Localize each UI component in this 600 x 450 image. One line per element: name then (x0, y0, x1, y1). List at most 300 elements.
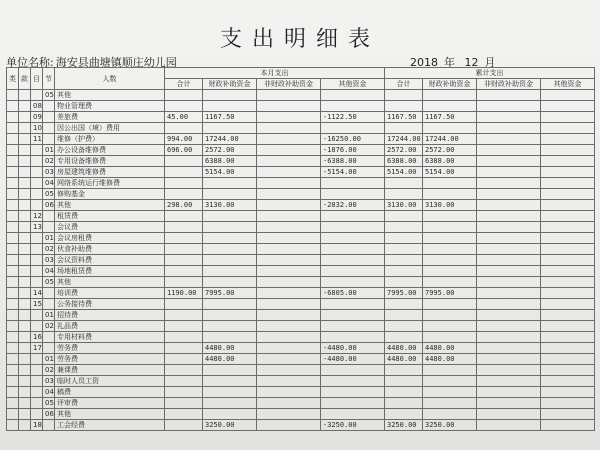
cell-kuan (19, 332, 31, 343)
cell-cum-other (541, 310, 595, 321)
cell-kuan (19, 123, 31, 134)
cell-mu (31, 321, 43, 332)
cell-month-other (321, 277, 385, 288)
cell-item-name: 房屋建筑维修费 (55, 167, 165, 178)
cell-month-other (321, 211, 385, 222)
cell-month-other (321, 233, 385, 244)
cell-month-nonfiscal (257, 112, 321, 123)
cell-cum-nonfiscal (477, 244, 541, 255)
unit-name: 海安县曲塘镇顺庄幼儿园 (55, 56, 177, 69)
cell-month-other: -1876.00 (321, 145, 385, 156)
cell-lei (7, 167, 19, 178)
cell-item-name: 差旅费 (55, 112, 165, 123)
table-row (7, 200, 595, 211)
cell-jie (43, 112, 55, 123)
cell-cum-nonfiscal (477, 277, 541, 288)
cell-cum-other (541, 299, 595, 310)
period-month-label: 月 (484, 56, 496, 69)
cell-mu (31, 200, 43, 211)
cell-mu (31, 233, 43, 244)
cell-mu (31, 354, 43, 365)
cell-month-total (165, 222, 203, 233)
cell-month-other (321, 299, 385, 310)
cell-month-other: -6805.00 (321, 288, 385, 299)
cell-cum-fiscal: 2572.00 (423, 145, 477, 156)
cell-month-total (165, 211, 203, 222)
cell-month-total: 1190.00 (165, 288, 203, 299)
cell-month-nonfiscal (257, 310, 321, 321)
cell-mu (31, 255, 43, 266)
cell-jie (43, 288, 55, 299)
cell-cum-total (385, 409, 423, 420)
cell-item-name: 专用设备维修费 (55, 156, 165, 167)
cell-cum-nonfiscal (477, 332, 541, 343)
cell-month-other: -3250.00 (321, 420, 385, 431)
cell-month-other (321, 244, 385, 255)
cell-jie: 05 (43, 277, 55, 288)
cell-cum-nonfiscal (477, 398, 541, 409)
cell-lei (7, 398, 19, 409)
cell-month-total: 298.00 (165, 200, 203, 211)
table-row (7, 321, 595, 332)
table-row (7, 244, 595, 255)
cell-mu (31, 409, 43, 420)
cell-lei (7, 112, 19, 123)
cell-item-name: 礼品费 (55, 321, 165, 332)
cell-mu (31, 398, 43, 409)
cell-lei (7, 211, 19, 222)
cell-cum-nonfiscal (477, 321, 541, 332)
cell-cum-nonfiscal (477, 376, 541, 387)
cell-cum-nonfiscal (477, 299, 541, 310)
cell-kuan (19, 288, 31, 299)
cell-month-total (165, 255, 203, 266)
cell-item-name: 工会经费 (55, 420, 165, 431)
table-row (7, 189, 595, 200)
cell-cum-total: 4480.00 (385, 343, 423, 354)
cell-item-name: 场地租赁费 (55, 266, 165, 277)
cell-month-nonfiscal (257, 189, 321, 200)
cell-kuan (19, 255, 31, 266)
cell-month-total (165, 409, 203, 420)
header-mu: 目 (31, 68, 43, 90)
table-row (7, 156, 595, 167)
cell-month-total (165, 398, 203, 409)
cell-cum-fiscal (423, 365, 477, 376)
cell-month-nonfiscal (257, 200, 321, 211)
cell-mu: 12 (31, 211, 43, 222)
cell-month-fiscal: 17244.00 (203, 134, 257, 145)
cell-month-fiscal: 2572.00 (203, 145, 257, 156)
cell-cum-total (385, 310, 423, 321)
cell-item-name: 维修（护费） (55, 134, 165, 145)
table-row (7, 178, 595, 189)
cell-lei (7, 376, 19, 387)
cell-mu (31, 167, 43, 178)
cell-mu: 09 (31, 112, 43, 123)
table-row (7, 222, 595, 233)
cell-month-other (321, 255, 385, 266)
cell-cum-total (385, 244, 423, 255)
cell-jie: 01 (43, 145, 55, 156)
cell-cum-other (541, 244, 595, 255)
cell-item-name: 修购基金 (55, 189, 165, 200)
cell-month-other: -4480.00 (321, 343, 385, 354)
cell-cum-other (541, 233, 595, 244)
cell-cum-total (385, 178, 423, 189)
cell-cum-fiscal (423, 255, 477, 266)
cell-month-other (321, 365, 385, 376)
cell-jie (43, 123, 55, 134)
table-row (7, 387, 595, 398)
table-row (7, 332, 595, 343)
table-row (7, 145, 595, 156)
cell-cum-other (541, 200, 595, 211)
cell-cum-other (541, 156, 595, 167)
table-row (7, 101, 595, 112)
header-month-other: 其他资金 (321, 79, 385, 90)
cell-mu (31, 156, 43, 167)
cell-cum-total (385, 266, 423, 277)
cell-month-total (165, 420, 203, 431)
cell-cum-fiscal: 17244.00 (423, 134, 477, 145)
cell-jie (43, 222, 55, 233)
cell-lei (7, 354, 19, 365)
cell-cum-fiscal (423, 211, 477, 222)
cell-item-name: 办公设备维修费 (55, 145, 165, 156)
table-row (7, 255, 595, 266)
cell-cum-total (385, 211, 423, 222)
table-row (7, 211, 595, 222)
table-row (7, 376, 595, 387)
cell-cum-nonfiscal (477, 266, 541, 277)
cell-cum-other (541, 123, 595, 134)
cell-cum-other (541, 343, 595, 354)
cell-item-name: 劳务费 (55, 343, 165, 354)
cell-jie: 06 (43, 200, 55, 211)
cell-month-other: -1122.50 (321, 112, 385, 123)
cell-jie: 01 (43, 233, 55, 244)
header-month-nonfiscal: 非财政补助资金 (257, 79, 321, 90)
cell-mu (31, 90, 43, 101)
cell-cum-nonfiscal (477, 343, 541, 354)
cell-item-name: 会议费 (55, 222, 165, 233)
cell-month-other: -2832.00 (321, 200, 385, 211)
cell-mu: 18 (31, 420, 43, 431)
cell-cum-fiscal (423, 266, 477, 277)
cell-month-nonfiscal (257, 409, 321, 420)
cell-cum-total: 3250.00 (385, 420, 423, 431)
cell-cum-fiscal: 7995.00 (423, 288, 477, 299)
cell-item-name: 其他 (55, 277, 165, 288)
cell-cum-total (385, 398, 423, 409)
cell-mu: 08 (31, 101, 43, 112)
cell-month-other (321, 387, 385, 398)
cell-item-name: 临时人员工资 (55, 376, 165, 387)
cell-month-total (165, 101, 203, 112)
cell-lei (7, 156, 19, 167)
cell-month-fiscal: 5154.00 (203, 167, 257, 178)
cell-month-nonfiscal (257, 244, 321, 255)
header-cum-total: 合计 (385, 79, 423, 90)
cell-month-fiscal (203, 189, 257, 200)
cell-item-name: 专用材料费 (55, 332, 165, 343)
cell-cum-fiscal: 3250.00 (423, 420, 477, 431)
cell-cum-fiscal (423, 321, 477, 332)
cell-cum-nonfiscal (477, 288, 541, 299)
cell-cum-other (541, 387, 595, 398)
cell-cum-other (541, 266, 595, 277)
cell-month-total (165, 343, 203, 354)
cell-item-name: 劳务费 (55, 354, 165, 365)
cell-lei (7, 420, 19, 431)
cell-kuan (19, 365, 31, 376)
cell-mu (31, 277, 43, 288)
cell-mu (31, 310, 43, 321)
cell-lei (7, 365, 19, 376)
cell-cum-total: 5154.00 (385, 167, 423, 178)
cell-month-other (321, 321, 385, 332)
cell-cum-total (385, 299, 423, 310)
cell-month-other (321, 332, 385, 343)
cell-cum-fiscal: 4480.00 (423, 343, 477, 354)
cell-cum-nonfiscal (477, 255, 541, 266)
cell-month-nonfiscal (257, 332, 321, 343)
cell-kuan (19, 222, 31, 233)
cell-mu: 10 (31, 123, 43, 134)
cell-lei (7, 277, 19, 288)
cell-jie (43, 420, 55, 431)
cell-cum-other (541, 211, 595, 222)
cell-cum-nonfiscal (477, 211, 541, 222)
cell-cum-nonfiscal (477, 134, 541, 145)
cell-month-total (165, 266, 203, 277)
cell-month-fiscal (203, 376, 257, 387)
cell-jie: 04 (43, 387, 55, 398)
cell-jie: 02 (43, 365, 55, 376)
cell-month-other (321, 90, 385, 101)
cell-cum-total (385, 277, 423, 288)
cell-jie (43, 332, 55, 343)
cell-month-total (165, 167, 203, 178)
page-title: 支出明细表 (219, 27, 380, 52)
cell-item-name: 培训费 (55, 288, 165, 299)
cell-month-total: 696.00 (165, 145, 203, 156)
cell-lei (7, 101, 19, 112)
cell-month-total (165, 189, 203, 200)
cell-jie: 04 (43, 266, 55, 277)
cell-month-other: -4480.00 (321, 354, 385, 365)
cell-item-name: 其他 (55, 409, 165, 420)
cell-month-total (165, 365, 203, 376)
cell-lei (7, 222, 19, 233)
cell-month-nonfiscal (257, 266, 321, 277)
cell-jie: 05 (43, 398, 55, 409)
cell-month-other: -6388.00 (321, 156, 385, 167)
cell-mu (31, 387, 43, 398)
table-row (7, 167, 595, 178)
cell-month-nonfiscal (257, 167, 321, 178)
cell-cum-fiscal (423, 310, 477, 321)
unit-label: 单位名称: (6, 56, 54, 69)
cell-month-nonfiscal (257, 90, 321, 101)
cell-month-other (321, 310, 385, 321)
header-jie: 节 (43, 68, 55, 90)
cell-month-total (165, 156, 203, 167)
cell-month-other: -5154.00 (321, 167, 385, 178)
cell-cum-other (541, 332, 595, 343)
cell-month-nonfiscal (257, 211, 321, 222)
cell-lei (7, 387, 19, 398)
cell-month-total (165, 233, 203, 244)
cell-month-nonfiscal (257, 376, 321, 387)
cell-cum-total: 3130.00 (385, 200, 423, 211)
table-row (7, 123, 595, 134)
cell-month-total (165, 123, 203, 134)
cell-item-name: 稿费 (55, 387, 165, 398)
cell-kuan (19, 112, 31, 123)
cell-month-fiscal: 1167.50 (203, 112, 257, 123)
cell-item-name: 网络系统运行维修费 (55, 178, 165, 189)
cell-cum-fiscal (423, 376, 477, 387)
cell-lei (7, 255, 19, 266)
cell-jie: 03 (43, 255, 55, 266)
cell-month-fiscal (203, 299, 257, 310)
table-row (7, 354, 595, 365)
cell-month-fiscal (203, 310, 257, 321)
cell-lei (7, 332, 19, 343)
table-row (7, 90, 595, 101)
cell-month-other (321, 376, 385, 387)
cell-jie (43, 211, 55, 222)
cell-month-total (165, 310, 203, 321)
cell-month-nonfiscal (257, 365, 321, 376)
table-row (7, 233, 595, 244)
cell-month-other (321, 123, 385, 134)
cell-cum-fiscal (423, 222, 477, 233)
cell-month-other (321, 101, 385, 112)
table-row (7, 343, 595, 354)
table-row (7, 277, 595, 288)
cell-item-name: 因公出国（境）费用 (55, 123, 165, 134)
cell-cum-fiscal (423, 233, 477, 244)
cell-kuan (19, 167, 31, 178)
cell-cum-total (385, 321, 423, 332)
cell-cum-other (541, 365, 595, 376)
cell-cum-other (541, 145, 595, 156)
header-lei: 类 (7, 68, 19, 90)
period-month: 12 (464, 56, 479, 69)
cell-month-fiscal (203, 277, 257, 288)
cell-month-other (321, 178, 385, 189)
cell-month-fiscal (203, 211, 257, 222)
header-row-1 (7, 68, 595, 79)
cell-kuan (19, 354, 31, 365)
cell-cum-nonfiscal (477, 112, 541, 123)
cell-month-nonfiscal (257, 145, 321, 156)
cell-lei (7, 244, 19, 255)
cell-cum-other (541, 90, 595, 101)
cell-cum-other (541, 178, 595, 189)
header-item: 人数 (55, 68, 165, 90)
cell-lei (7, 409, 19, 420)
cell-cum-total (385, 189, 423, 200)
cell-jie (43, 134, 55, 145)
cell-month-fiscal (203, 365, 257, 376)
cell-month-total (165, 387, 203, 398)
cell-month-total (165, 299, 203, 310)
cell-month-fiscal: 3130.00 (203, 200, 257, 211)
cell-month-total: 45.00 (165, 112, 203, 123)
cell-month-total (165, 178, 203, 189)
cell-jie (43, 343, 55, 354)
cell-cum-total (385, 90, 423, 101)
cell-cum-fiscal (423, 189, 477, 200)
cell-lei (7, 200, 19, 211)
cell-kuan (19, 189, 31, 200)
cell-cum-fiscal: 6388.00 (423, 156, 477, 167)
cell-lei (7, 288, 19, 299)
cell-cum-nonfiscal (477, 365, 541, 376)
cell-kuan (19, 134, 31, 145)
table-row (7, 134, 595, 145)
cell-month-other (321, 409, 385, 420)
cell-cum-total (385, 233, 423, 244)
cell-jie: 06 (43, 409, 55, 420)
cell-jie: 01 (43, 310, 55, 321)
cell-cum-total (385, 376, 423, 387)
cell-mu (31, 376, 43, 387)
cell-month-fiscal: 4480.00 (203, 343, 257, 354)
cell-month-nonfiscal (257, 134, 321, 145)
cell-item-name: 其他 (55, 200, 165, 211)
cell-mu (31, 145, 43, 156)
table-row (7, 365, 595, 376)
cell-cum-fiscal (423, 409, 477, 420)
cell-cum-total (385, 101, 423, 112)
cell-month-fiscal (203, 222, 257, 233)
cell-kuan (19, 420, 31, 431)
cell-month-nonfiscal (257, 178, 321, 189)
cell-month-fiscal: 4480.00 (203, 354, 257, 365)
cell-cum-other (541, 255, 595, 266)
cell-mu: 13 (31, 222, 43, 233)
cell-cum-nonfiscal (477, 101, 541, 112)
table-row (7, 420, 595, 431)
cell-jie: 02 (43, 244, 55, 255)
table-row (7, 398, 595, 409)
cell-cum-fiscal (423, 244, 477, 255)
header-cum-group: 累计支出 (385, 68, 595, 79)
cell-lei (7, 321, 19, 332)
cell-jie: 04 (43, 178, 55, 189)
cell-month-total (165, 277, 203, 288)
cell-kuan (19, 244, 31, 255)
cell-month-nonfiscal (257, 222, 321, 233)
cell-cum-nonfiscal (477, 189, 541, 200)
cell-month-fiscal (203, 266, 257, 277)
cell-month-other (321, 222, 385, 233)
cell-cum-nonfiscal (477, 409, 541, 420)
cell-month-nonfiscal (257, 387, 321, 398)
cell-item-name: 会议资料费 (55, 255, 165, 266)
cell-cum-fiscal: 4480.00 (423, 354, 477, 365)
cell-mu: 14 (31, 288, 43, 299)
cell-cum-other (541, 409, 595, 420)
table-row (7, 299, 595, 310)
cell-month-total (165, 354, 203, 365)
cell-month-total: 994.00 (165, 134, 203, 145)
